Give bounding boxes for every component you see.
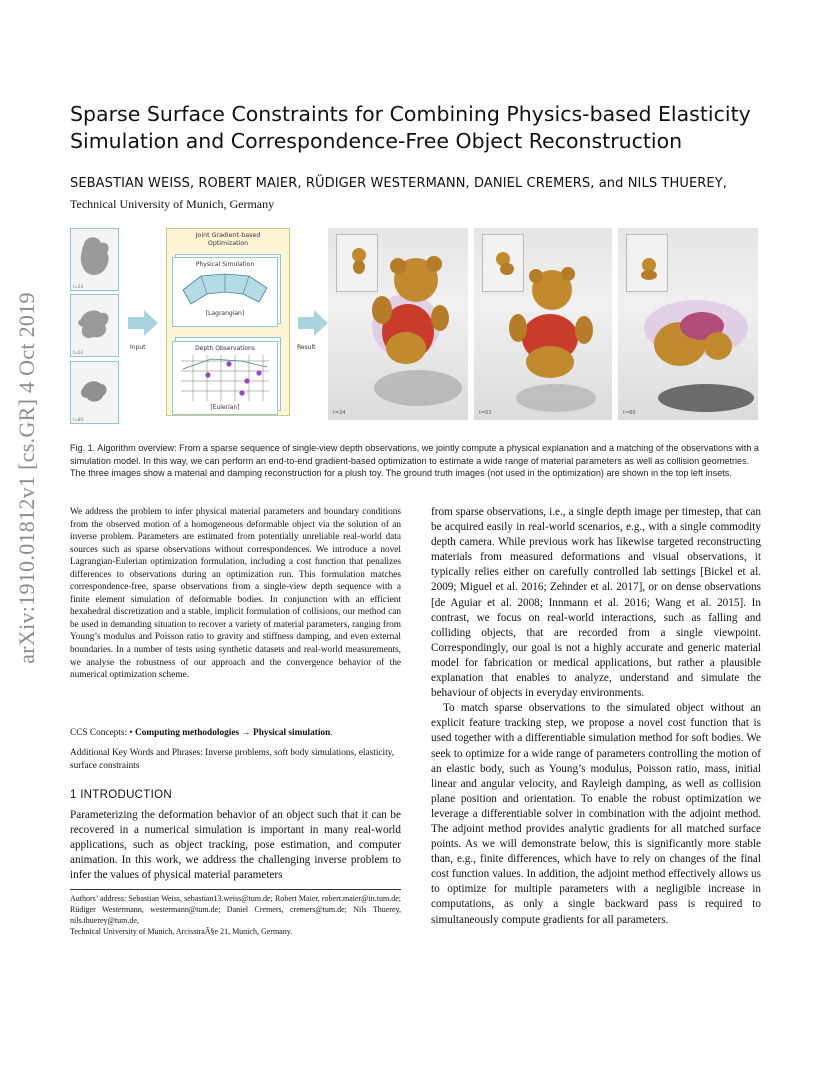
abstract: We address the problem to infer physical material parameters and boundary conditions from the observed motion of a homogeneous deformable object via the solution of an inverse problem. Parameters are estimated from potentially unreliable real-world data sources such as sparse observations without correspondences. We introduce a novel Lagrangian-Eulerian optimization formulation, including a cost function that penalizes differences to observations during an optimization run. This formulation matches correspondence-free, sparse observations from a single-view depth sequence with a finite element simulation of deformable bodies. In conjunction with an efficient hexahedral discretization and a stable, implicit formulation of collisions, our method can be used in demanding situation to recover a variety of material parameters, ranging from Young’s modulus and Poisson ratio to gravity and stiffness damping, and even external boundaries. In a number of tests using synthetic datasets and real-world measurements, we analyse the robustness of our approach and the convergence behavior of the numerical optimization scheme.: [70, 507, 401, 681]
ccs-prefix: CCS Concepts: •: [70, 728, 135, 738]
box-title-line-2: Optimization: [207, 240, 249, 247]
title-line-2: Simulation and Correspondence-Free Object Reconstruction: [70, 129, 683, 153]
depth-obs-label: Depth Observations: [195, 345, 255, 352]
physical-sim-label: Physical Simulation: [195, 261, 255, 268]
input-arrow-icon: [126, 308, 160, 338]
affiliation: Technical University of Munich, Germany: [70, 197, 275, 211]
inset-time-label: t=52: [73, 350, 84, 355]
input-label: Input: [130, 344, 146, 351]
box-title-line-1: Joint Gradient-based: [195, 232, 261, 239]
author-list: SEBASTIAN WEISS, ROBERT MAIER, RÜDIGER WESTERMANN, DANIEL CREMERS, and NILS THUEREY,: [70, 176, 727, 191]
photo-time-label: t=24: [333, 410, 346, 416]
depth-inset-1: [70, 228, 119, 291]
teddy-bear-icon: [496, 258, 606, 418]
ground-truth-inset: [626, 234, 668, 292]
optimization-box: [166, 228, 290, 416]
lagrangian-label: [Lagrangian]: [205, 310, 245, 317]
depth-blob-icon: [71, 229, 118, 290]
depth-inset-3: [70, 361, 119, 424]
result-photo-3: [618, 228, 758, 420]
mesh-shape-icon: [179, 272, 271, 306]
right-paragraph-1: from sparse observations, i.e., a single depth image per timestep, that can be acquired easily in real-world scenarios, e.g., with a single commodity depth camera. While previous work has likewise targeted reconstructing materials from measured deformations and visual observations, it typically relies either on carefully controlled lab settings [Bickel et al. 2009; Miguel et al. 2016; Zehnder et al. 2017], or on dense observations [de Aguiar et al. 2008; Innmann et al. 2016; Wang et al. 2015]. In contrast, we focus on real-world interactions, such as falling and colliding objects, that are recorded from a single viewpoint. Correspondingly, our goal is not a highly accurate and generic material model for fabrication or medical applications, but rather a plausible explanation that enables to analyze, understand and simulate the behaviour of objects in everyday environments.: [431, 506, 761, 700]
paper-title: [70, 101, 770, 155]
result-photo-2: [474, 228, 612, 420]
result-label: Result: [297, 344, 316, 351]
grid-points-icon: [181, 355, 269, 401]
authors-footnote: Authors’ address: Sebastian Weiss, sebastian13.weiss@tum.de; Robert Maier, robert.maier@in.tum.de; Rüdiger Westermann, westermann@tum.de; Daniel Cremers, cremers@tum.de; Nils Thuerey, nils.thuerey@tum.de, Technical University of Munich, ArcisstraÃ§e 21, Munich, Germany.: [70, 894, 401, 936]
figure-1: [70, 228, 760, 428]
depth-card: [172, 341, 278, 415]
eulerian-label: [Eulerian]: [210, 404, 240, 411]
depth-blob-icon: [71, 295, 118, 356]
teddy-bear-icon: [636, 288, 756, 418]
arxiv-identifier: arXiv:1910.01812v1 [cs.GR] 4 Oct 2019: [14, 292, 39, 664]
teddy-bear-icon: [358, 248, 468, 418]
inset-time-label: t=80: [73, 417, 84, 422]
depth-inset-2: [70, 294, 119, 357]
result-photo-1: [328, 228, 468, 420]
result-arrow-icon: [296, 308, 330, 338]
right-column: [431, 505, 761, 928]
footnote-rule: [70, 889, 401, 890]
photo-time-label: t=52: [479, 410, 492, 416]
right-paragraph-2: To match sparse observations to the simulated object without an explicit feature tracking step, we propose a novel cost function that is used together with a differentiable simulation method for soft bodies. We seek to optimize for a wide range of parameters controlling the motion of an elastic body, such as Young’s modulus, Poisson ratio, mass, initial linear and angular velocity, and Rayleigh damping, as well as collision plane position and orientation. To enable the robust optimization we leverage a differentiable solver in combination with the adjoint method. The adjoint method provides analytic gradients for all matched surface points. As we will demonstrate below, this is significantly more stable than, e.g., finite differences, which have to rely on changes of the final cost function values. In addition, the adjoint method effectively allows us to optimize for multiple parameters with a negligible increase in computations, as only a single backward pass is required to simultaneously compute gradients for all parameters.: [431, 702, 761, 926]
keywords: Additional Key Words and Phrases: Inverse problems, soft body simulations, elasticity, surface constraints: [70, 748, 395, 771]
inset-time-label: t=24: [73, 284, 84, 289]
ccs-concepts: [70, 727, 401, 740]
introduction-text: Parameterizing the deformation behavior of an object such that it can be recovered in a numerical simulation is important in many real-world applications, such as object tracking, pose estimation, and computer animation. In this work, we address the challenging inverse problem to infer the values of physical material parameters: [70, 809, 401, 882]
title-line-1: Sparse Surface Constraints for Combining Physics-based Elasticity: [70, 102, 751, 126]
teddy-bear-icon: [627, 235, 667, 291]
ccs-bold: Computing methodologies → Physical simulation: [134, 728, 331, 738]
photo-time-label: t=80: [623, 410, 636, 416]
depth-blob-icon: [71, 362, 118, 423]
simulation-card: [172, 257, 278, 327]
ccs-suffix: .: [330, 728, 333, 738]
section-heading-introduction: 1 INTRODUCTION: [70, 789, 172, 801]
figure-caption: Fig. 1. Algorithm overview: From a sparse sequence of single-view depth observations, we jointly compute a physical explanation and a matching of the observations with a simulation model. In this way, we can perform an end-to-end gradient-based optimization to estimate a wide range of material parameters as well as collision geometries. The three images show a material and damping reconstruction for a plush toy. The ground truth images (not used in the optimization) are shown in the top left insets.: [70, 443, 759, 479]
